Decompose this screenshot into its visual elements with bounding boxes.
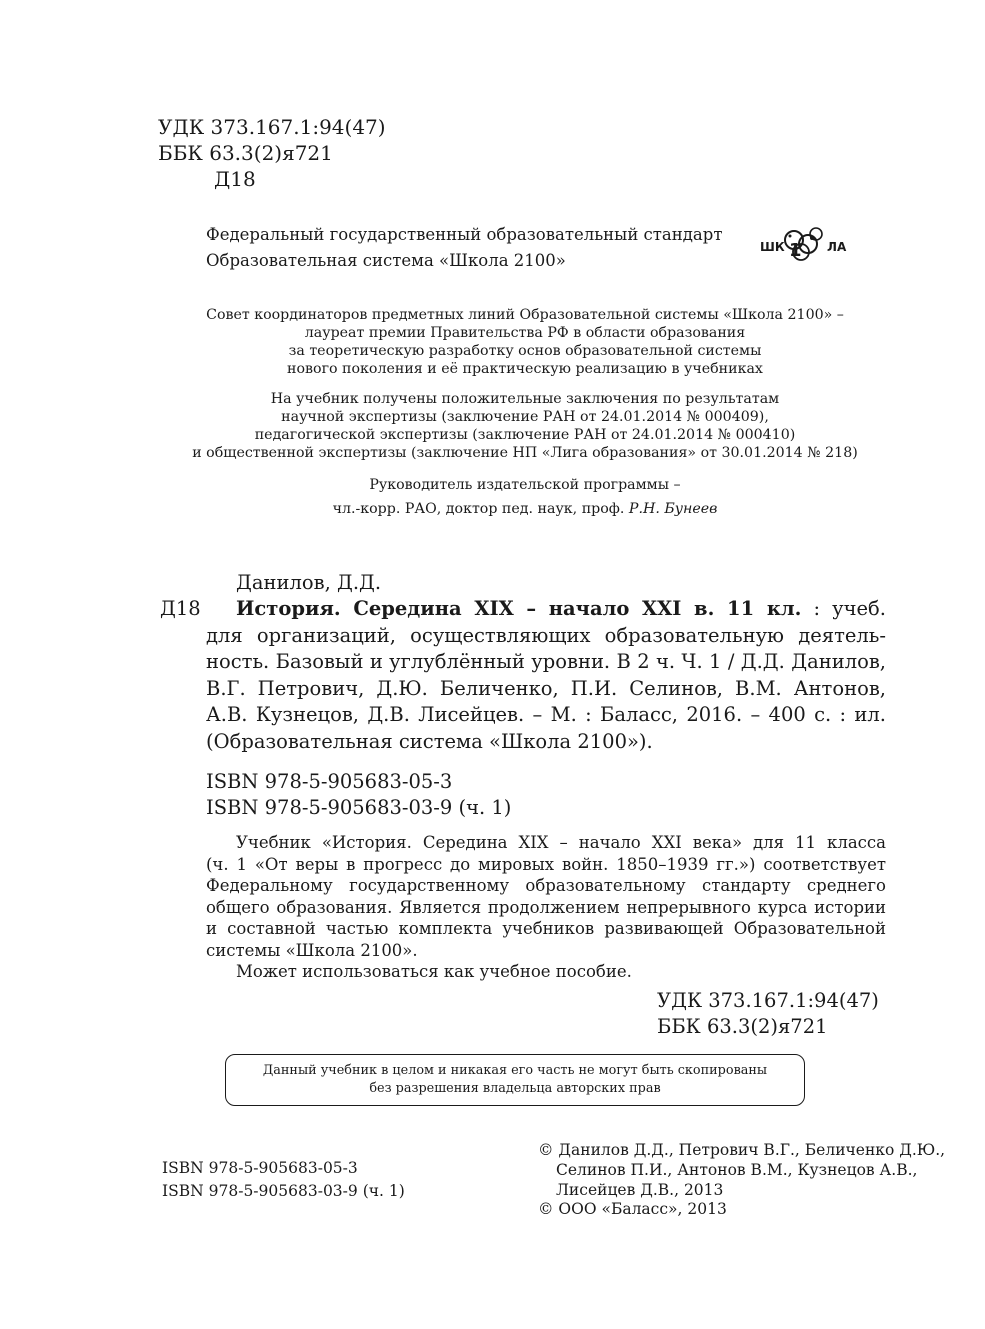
copyright-line: © ООО «Баласс», 2013 <box>538 1200 727 1219</box>
biblio-author-mark: Д18 <box>160 597 201 620</box>
annotation-line: (ч. 1 «От веры в прогресс до мировых войн. 1850–1939 гг.») соответствует <box>206 854 886 874</box>
standard-line-2: Образовательная система «Школа 2100» <box>206 251 566 270</box>
bbk-code: ББК 63.3(2)я721 <box>158 141 333 165</box>
program-head-title: чл.-корр. РАО, доктор пед. наук, проф. <box>332 501 629 517</box>
biblio-record <box>206 596 886 755</box>
biblio-line: В.Г. Петрович, Д.Ю. Беличенко, П.И. Селинов, В.М. Антонов, <box>206 676 886 700</box>
isbn-line: ISBN 978-5-905683-03-9 (ч. 1) <box>206 796 512 819</box>
isbn-line: ISBN 978-5-905683-05-3 <box>206 770 453 793</box>
author-mark: Д18 <box>214 167 256 191</box>
isbn-line: ISBN 978-5-905683-05-3 <box>162 1159 358 1177</box>
logo-left-text: ШК <box>760 240 785 254</box>
program-head-line-1: Руководитель издательской программы – <box>369 477 681 493</box>
standard-line-1: Федеральный государственный образовательный стандарт <box>206 225 723 244</box>
council-line: за теоретическую разработку основ образовательной системы <box>288 343 762 359</box>
biblio-title-rest: : учеб. <box>801 597 886 620</box>
annotation-line: системы «Школа 2100». <box>206 940 418 960</box>
council-line: Совет координаторов предметных линий Образовательной системы «Школа 2100» – <box>206 307 844 323</box>
council-block <box>150 306 900 378</box>
copyright-notice-line: без разрешения владельца авторских прав <box>369 1081 661 1096</box>
annotation-line: общего образования. Является продолжением непрерывного курса истории <box>206 897 886 917</box>
expertise-line: На учебник получены положительные заключения по результатам <box>270 391 780 407</box>
expertise-line: и общественной экспертизы (заключение НП «Лига образования» от 30.01.2014 № 218) <box>192 445 858 461</box>
expertise-line: научной экспертизы (заключение РАН от 24.01.2014 № 000409), <box>281 409 769 425</box>
biblio-line: для организаций, осуществляющих образовательную деятель- <box>206 623 886 647</box>
copyright-notice-box <box>225 1054 805 1106</box>
school-2100-logo-icon <box>760 222 850 266</box>
annotation-line: Федеральному государственному образовательному стандарту среднего <box>206 876 886 895</box>
copyright-line: © Данилов Д.Д., Петрович В.Г., Беличенко Д.Ю., <box>538 1141 946 1159</box>
annotation-block <box>206 832 886 983</box>
biblio-isbn-block <box>206 769 511 821</box>
footer-bbk: ББК 63.3(2)я721 <box>657 1015 828 1038</box>
logo-right-text: ЛА <box>827 240 847 254</box>
copyright-holders <box>538 1141 945 1220</box>
program-head-name: Р.Н. Бунеев <box>628 501 718 517</box>
footer-udk: УДК 373.167.1:94(47) <box>657 989 879 1012</box>
biblio-title: История. Середина XIX – начало XXI в. 11 кл. <box>236 597 802 620</box>
footer-codes <box>657 988 879 1040</box>
biblio-line: А.В. Кузнецов, Д.В. Лисейцев. – М. : Баласс, 2016. – 400 с. : ил. <box>206 703 886 726</box>
copyright-notice-line: Данный учебник в целом и никакая его часть не могут быть скопированы <box>262 1063 768 1078</box>
council-line: нового поколения и её практическую реализацию в учебниках <box>287 361 763 377</box>
svg-text:1: 1 <box>789 240 802 261</box>
annotation-line: Может использоваться как учебное пособие. <box>236 962 632 981</box>
biblio-line: ность. Базовый и углублённый уровни. В 2 ч. Ч. 1 / Д.Д. Данилов, <box>206 650 886 673</box>
copyright-line: Лисейцев Д.В., 2013 <box>556 1180 724 1199</box>
biblio-line: (Образовательная система «Школа 2100»). <box>206 729 653 753</box>
biblio-title-line <box>206 596 886 623</box>
program-head-line-2 <box>150 497 900 521</box>
expertise-block <box>150 390 900 462</box>
biblio-author: Данилов, Д.Д. <box>236 571 382 594</box>
copyright-line: Селинов П.И., Антонов В.М., Кузнецов А.В., <box>556 1160 918 1179</box>
bottom-isbn-block <box>162 1157 405 1203</box>
annotation-line: Учебник «История. Середина XIX – начало XXI века» для 11 класса <box>236 833 886 852</box>
program-head-block <box>150 473 900 521</box>
expertise-line: педагогической экспертизы (заключение РАН от 24.01.2014 № 000410) <box>254 427 796 443</box>
classification-codes <box>158 114 386 192</box>
standard-block <box>206 222 722 274</box>
annotation-line: и составной частью комплекта учебников развивающей Образовательной <box>206 919 886 938</box>
isbn-line: ISBN 978-5-905683-03-9 (ч. 1) <box>162 1182 405 1200</box>
council-line: лауреат премии Правительства РФ в области образования <box>304 325 746 341</box>
udk-code: УДК 373.167.1:94(47) <box>158 115 386 139</box>
